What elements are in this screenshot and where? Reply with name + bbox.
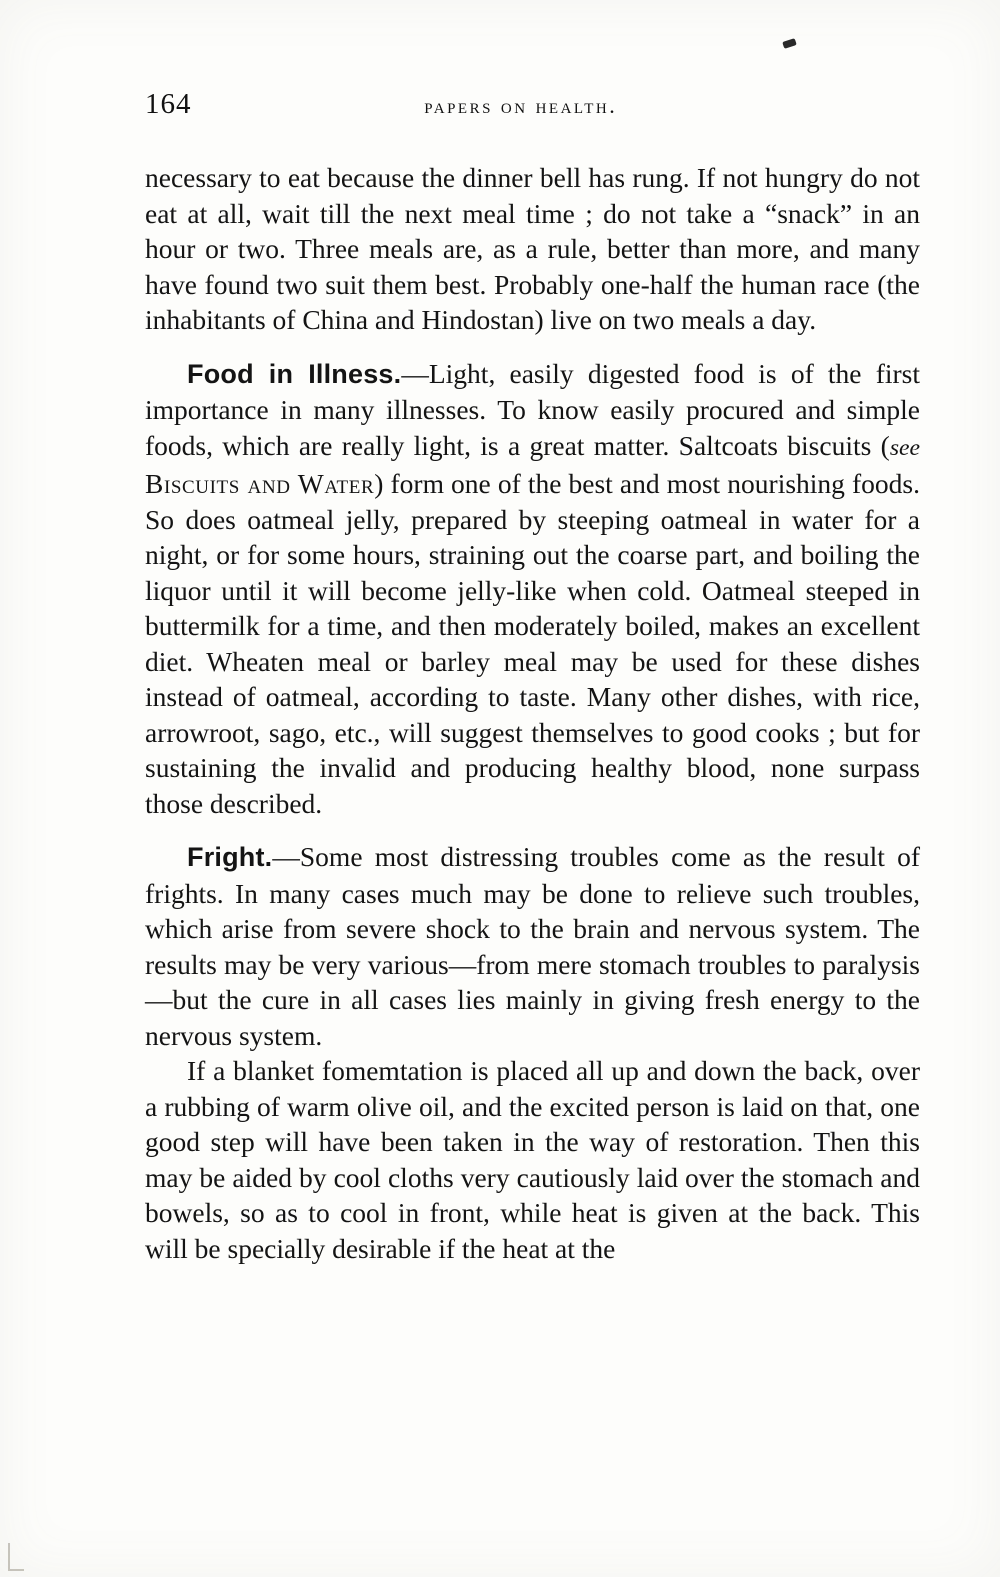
paragraph-food-in-illness — [145, 356, 920, 822]
page-corner-mark — [8, 1543, 24, 1571]
section-heading-fright: Fright. — [187, 842, 273, 872]
em-dash-2: — — [272, 841, 300, 872]
food-in-illness-text-after: ) form one of the best and most nourishing foods. So does oatmeal jelly, prepared by steeping oatmeal in water for a night, or for some hours, straining out the coarse part, and boiling the liquor until it will become jelly-like when cold. Oatmeal steeped in buttermilk for a time, and then moderately boiled, makes an excellent diet. Wheaten meal or barley meal may be used for these dishes instead of oatmeal, according to taste. Many other dishes, with rice, arrowroot, sago, etc., will suggest themselves to good cooks ; but for sustaining the invalid and producing healthy blood, none surpass those described. — [145, 468, 921, 819]
page-body — [145, 160, 920, 1284]
ink-speck-mark — [782, 38, 797, 49]
paragraph-meals-text: necessary to eat because the dinner bell has rung. If not hungry do not eat at all, wait till the next meal time ; do not take a “snack” in an hour or two. Three meals are, as a rule, better than more, and many have found two suit them best. Probably one-half the human race (the inhabitants of China and Hindostan) live on two meals a day. — [145, 162, 920, 335]
paragraph-blanket-fomentation — [145, 1053, 920, 1266]
section-heading-food-in-illness: Food in Illness. — [187, 358, 402, 389]
food-in-illness-text-before: Light, easily digested food is of the first importance in many illnesses. To know easily procured and simple foods, which are really light, is a great matter. Saltcoats biscuits ( — [145, 357, 921, 461]
see-reference-italic: see — [889, 434, 920, 461]
page-header — [145, 88, 920, 121]
paragraph-meals — [145, 160, 920, 338]
page-number: 164 — [145, 88, 192, 120]
running-head-text: papers on health. — [424, 93, 618, 118]
blanket-fomentation-text: If a blanket fomemtation is placed all up and down the back, over a rubbing of warm olive oil, and the excited person is laid on that, one good step will have been taken in the way of restoration. Then this may be aided by cool cloths very cautiously laid over the stomach and bowels, so as to cool in front, while heat is given at the back. This will be specially desirable if the heat at the — [145, 1055, 920, 1264]
fright-text: Some most distressing troubles come as the result of frights. In many cases much may be done to relieve such troubles, which arise from severe shock to the brain and nervous system. The results may be very various—from mere stomach troubles to paralysis—but the cure in all cases lies mainly in giving fresh energy to the nervous system. — [145, 841, 920, 1051]
running-head — [192, 93, 921, 119]
cross-reference-biscuits-and-water: Biscuits and Water — [145, 468, 375, 499]
em-dash-1: — — [401, 357, 429, 389]
paragraph-fright — [145, 839, 920, 1053]
